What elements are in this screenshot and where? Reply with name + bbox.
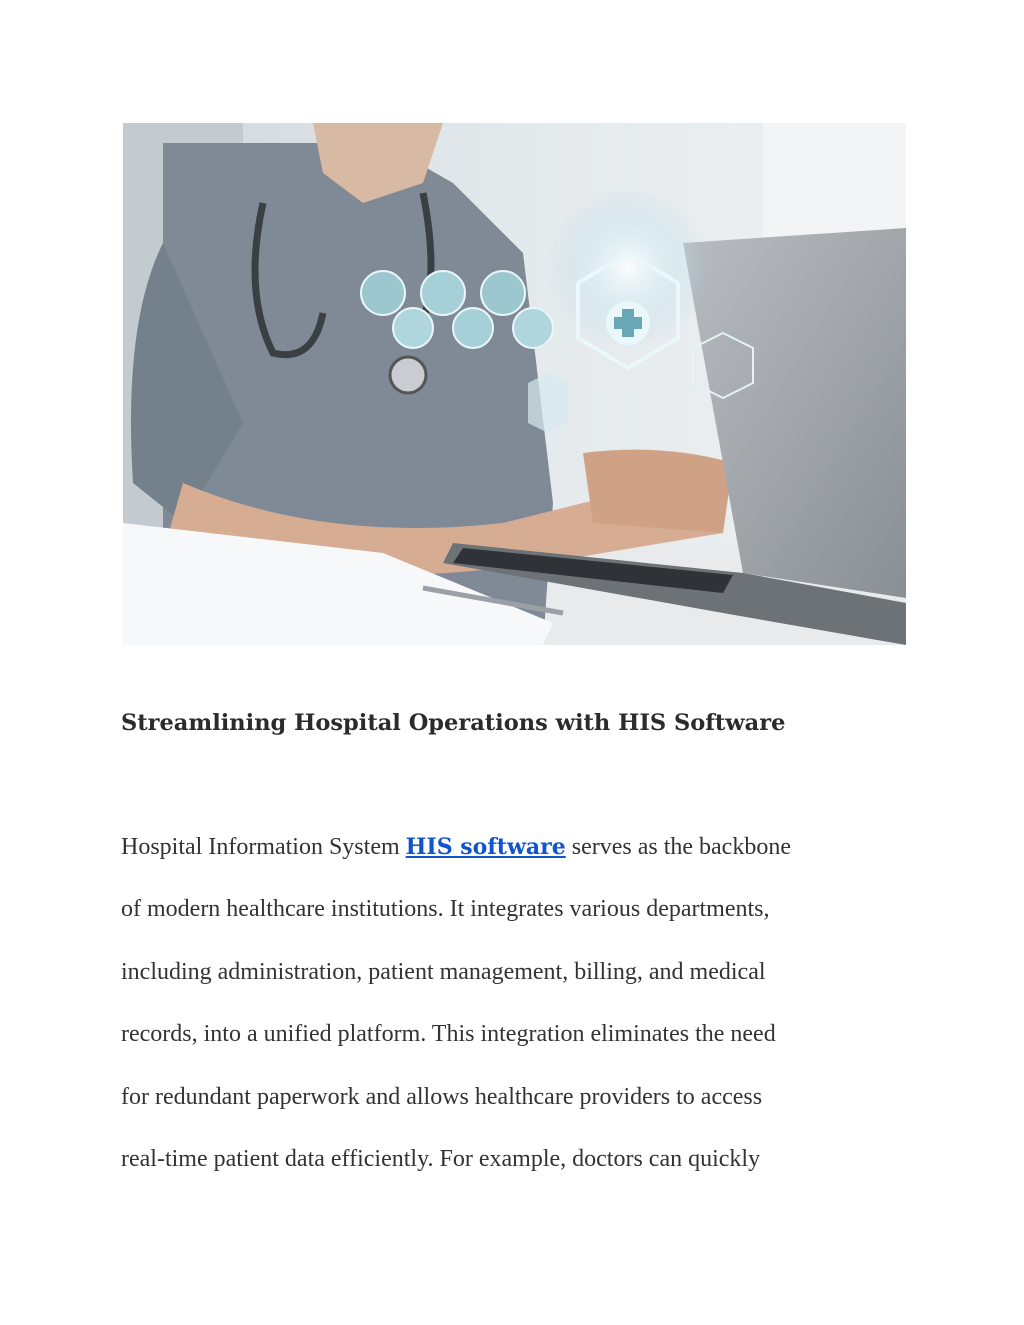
paragraph-line-2: of modern healthcare institutions. It integrates various departments, bbox=[121, 896, 770, 923]
paragraph-line-5: for redundant paperwork and allows healthcare providers to access bbox=[121, 1083, 763, 1110]
paragraph-line-6: real-time patient data efficiently. For example, doctors can quickly bbox=[121, 1146, 761, 1173]
paragraph-line-4: records, into a unified platform. This integration eliminates the need bbox=[121, 1021, 776, 1048]
paragraph-after-link: serves as the backbone bbox=[565, 834, 791, 860]
doctor-laptop-illustration bbox=[123, 123, 906, 645]
hero-image bbox=[123, 123, 906, 645]
paragraph-line-3: including administration, patient management, billing, and medical bbox=[121, 958, 766, 985]
article-heading: Streamlining Hospital Operations with HIS Software bbox=[121, 710, 786, 736]
his-software-link[interactable]: HIS software bbox=[405, 834, 566, 860]
paragraph-line-1 bbox=[121, 816, 921, 878]
paragraph-lead: Hospital Information System bbox=[121, 834, 406, 860]
article-paragraph bbox=[121, 816, 921, 1190]
